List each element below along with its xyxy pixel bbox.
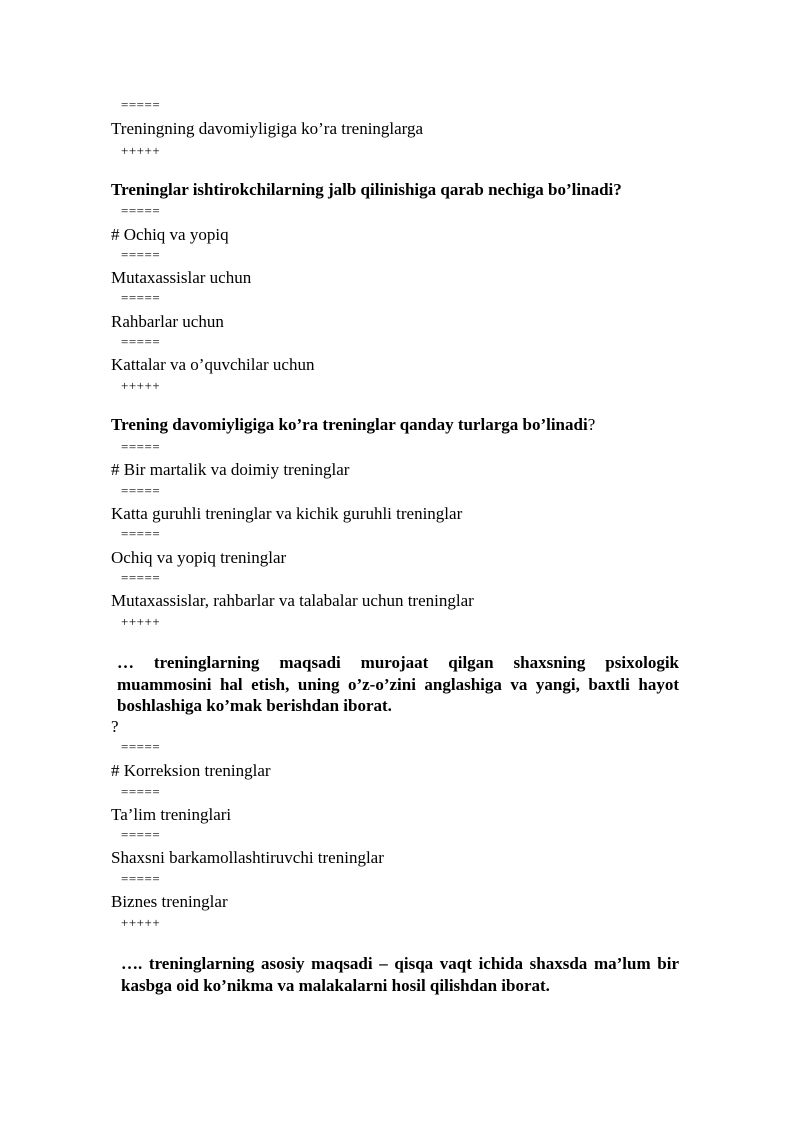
answer-option: Rahbarlar uchun bbox=[111, 312, 224, 331]
separator: +++++ bbox=[121, 614, 161, 629]
separator: +++++ bbox=[121, 378, 161, 393]
question-text: Treninglar ishtirokchilarning jalb qilinishiga qarab nechiga bo’linadi? bbox=[111, 180, 622, 199]
separator: ===== bbox=[121, 97, 161, 112]
separator: ===== bbox=[121, 247, 161, 262]
answer-option: Shaxsni barkamollashtiruvchi treninglar bbox=[111, 848, 384, 867]
separator: ===== bbox=[121, 439, 161, 454]
answer-option: Treningning davomiyligiga ko’ra treninglarga bbox=[111, 119, 424, 138]
separator: ===== bbox=[121, 784, 161, 799]
separator: ===== bbox=[121, 483, 161, 498]
answer-option: Mutaxassislar uchun bbox=[111, 268, 252, 287]
separator: ===== bbox=[121, 827, 161, 842]
separator: ===== bbox=[121, 290, 161, 305]
answer-option: Kattalar va o’quvchilar uchun bbox=[111, 355, 315, 374]
question-text bbox=[111, 415, 595, 435]
answer-option: Ochiq va yopiq treninglar bbox=[111, 548, 287, 567]
separator: ===== bbox=[121, 334, 161, 349]
separator: +++++ bbox=[121, 915, 161, 930]
separator: ===== bbox=[121, 739, 161, 754]
separator: ===== bbox=[121, 526, 161, 541]
answer-option: Katta guruhli treninglar va kichik guruhli treninglar bbox=[111, 504, 463, 523]
answer-option: Ta’lim treninglari bbox=[111, 805, 232, 824]
answer-option-correct: # Korreksion treninglar bbox=[111, 761, 271, 780]
question-mark: ? bbox=[587, 415, 596, 434]
separator: ===== bbox=[121, 570, 161, 585]
separator: +++++ bbox=[121, 143, 161, 158]
answer-option-correct: # Bir martalik va doimiy treninglar bbox=[111, 460, 350, 479]
answer-option-correct: # Ochiq va yopiq bbox=[111, 225, 229, 244]
question-mark: ? bbox=[111, 717, 119, 736]
separator: ===== bbox=[121, 871, 161, 886]
answer-option: Mutaxassislar, rahbarlar va talabalar uchun treninglar bbox=[111, 591, 474, 610]
answer-option: Biznes treninglar bbox=[111, 892, 228, 911]
question-paragraph: …. treninglarning asosiy maqsadi – qisqa vaqt ichida shaxsda ma’lum bir kasbga oid ko’nikma va malakalarni hosil qilishdan iborat. bbox=[121, 954, 679, 995]
question-paragraph: … treninglarning maqsadi murojaat qilgan shaxsning psixologik muammosini hal etish, uning o’z-o’zini anglashiga va yangi, baxtli hayot boshlashiga ko’mak berishdan iborat. bbox=[117, 653, 679, 715]
separator: ===== bbox=[121, 203, 161, 218]
question-text-body: Trening davomiyligiga ko’ra treninglar qanday turlarga bo’linadi bbox=[111, 415, 588, 434]
